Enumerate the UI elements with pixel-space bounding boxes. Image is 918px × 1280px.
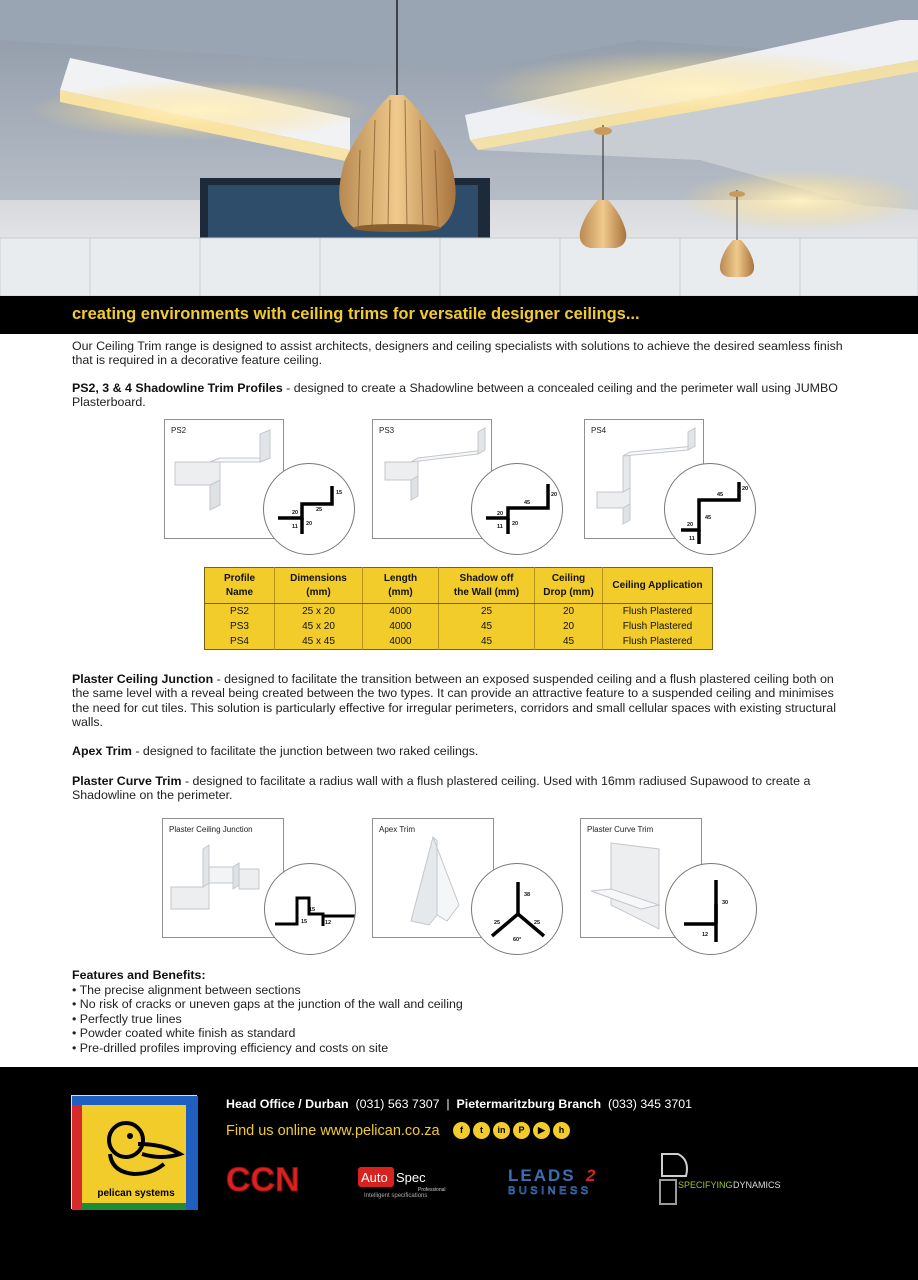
- profile-label: PS2: [171, 426, 187, 435]
- dynamics-text: DYNAMICS: [733, 1180, 781, 1190]
- logo-text: pelican systems: [97, 1188, 175, 1199]
- profile-label: PS3: [379, 426, 395, 435]
- autospec-auto: Auto: [361, 1170, 388, 1185]
- pelican-logo-icon: [72, 1096, 198, 1210]
- trim-label: Plaster Curve Trim: [587, 825, 654, 834]
- social-icons: [453, 1122, 570, 1139]
- pinterest-icon[interactable]: P: [513, 1122, 530, 1139]
- ps-profiles-title: PS2, 3 & 4 Shadowline Trim Profiles: [72, 381, 283, 395]
- profile-label: PS4: [591, 426, 607, 435]
- table-row: [205, 619, 713, 634]
- apex-text: - designed to facilitate the junction between two raked ceilings.: [131, 744, 479, 758]
- twitter-icon[interactable]: t: [473, 1122, 490, 1139]
- ps-profiles-text: - designed to create a Shadowline between a concealed ceiling and the perimeter wall using JUMBO Plasterboard.: [72, 381, 838, 410]
- dim-label: 20: [512, 521, 519, 527]
- separator: |: [446, 1097, 450, 1111]
- dim-label: 11: [689, 536, 695, 542]
- autospec-logo[interactable]: [358, 1167, 458, 1201]
- leads-text: LEADS: [508, 1166, 576, 1185]
- branch-label: Pietermaritzburg Branch: [456, 1097, 602, 1111]
- table-cell: 45 x 20: [275, 619, 363, 634]
- ceiling-lights-photo: [0, 0, 918, 296]
- curve-section-diagram: [665, 863, 757, 955]
- column-header: Length (mm): [363, 568, 439, 604]
- table-cell: 45: [439, 619, 535, 634]
- table-cell: 20: [535, 604, 603, 620]
- online-prefix: Find us online: [226, 1123, 317, 1139]
- column-header: Ceiling Drop (mm): [535, 568, 603, 604]
- dim-label: 25: [316, 507, 323, 513]
- list-item: • Pre-drilled profiles improving efficiency and costs on site: [72, 1041, 463, 1056]
- list-item: • Powder coated white finish as standard: [72, 1026, 463, 1041]
- apex-paragraph: [72, 744, 852, 758]
- features-section: [72, 968, 463, 1056]
- curve-title: Plaster Curve Trim: [72, 774, 182, 788]
- dim-label: 45: [524, 500, 531, 506]
- junction-paragraph: [72, 672, 852, 730]
- list-item: • No risk of cracks or uneven gaps at the junction of the wall and ceiling: [72, 997, 463, 1012]
- facebook-icon[interactable]: f: [453, 1122, 470, 1139]
- dim-label: 15: [309, 907, 316, 913]
- pelican-systems-logo[interactable]: [71, 1095, 197, 1209]
- ps4-section-diagram: [664, 463, 756, 555]
- dim-label: 20: [497, 511, 504, 517]
- business-text: BUSINESS: [508, 1185, 592, 1197]
- contact-line: [226, 1097, 692, 1111]
- table-row: [205, 604, 713, 620]
- dim-label: 45: [705, 515, 712, 521]
- ps2-section-diagram: [263, 463, 355, 555]
- junction-title: Plaster Ceiling Junction: [72, 672, 214, 686]
- trim-label: Plaster Ceiling Junction: [169, 825, 253, 834]
- table-cell: Flush Plastered: [622, 621, 693, 632]
- youtube-icon[interactable]: ▶: [533, 1122, 550, 1139]
- dim-label: 11: [292, 524, 298, 530]
- head-office-phone[interactable]: (031) 563 7307: [355, 1097, 440, 1111]
- dim-label: 20: [306, 521, 313, 527]
- table-cell: 45: [439, 634, 535, 650]
- table-cell: PS2: [205, 604, 275, 620]
- column-header: Profile Name: [205, 568, 275, 604]
- hero-photo: [0, 0, 918, 296]
- ccn-logo[interactable]: [226, 1161, 306, 1197]
- trim-label: Apex Trim: [379, 825, 416, 834]
- houzz-icon[interactable]: h: [553, 1122, 570, 1139]
- column-header: Dimensions (mm): [275, 568, 363, 604]
- intro-paragraph: Our Ceiling Trim range is designed to assist architects, designers and ceiling specialists with solutions to achieve the desired seamless finish that is required in a decorative feature ceiling.: [72, 339, 843, 368]
- specifying-dynamics-logo[interactable]: [656, 1150, 786, 1206]
- apex-title: Apex Trim: [72, 744, 132, 758]
- table-cell: Flush Plastered: [622, 636, 693, 647]
- dim-label: 25: [534, 920, 541, 926]
- table-cell: 45 x 45: [275, 634, 363, 650]
- dim-label: 12: [325, 920, 332, 926]
- column-header: Ceiling Application: [603, 568, 713, 604]
- table-cell: 4000: [363, 619, 439, 634]
- profile-spec-table: [204, 567, 713, 650]
- dim-label: 20: [551, 492, 558, 498]
- dim-label: 20: [292, 510, 299, 516]
- website-link[interactable]: www.pelican.co.za: [320, 1123, 440, 1139]
- table-cell: 25 x 20: [275, 604, 363, 620]
- online-line: [226, 1123, 440, 1139]
- ps3-section-diagram: [471, 463, 563, 555]
- dim-label: 12: [702, 932, 709, 938]
- dim-label: 38: [524, 892, 531, 898]
- table-header-row: [205, 568, 713, 604]
- dim-label: 30: [722, 900, 729, 906]
- dim-label: 11: [497, 524, 503, 530]
- dim-label: 20: [742, 486, 749, 492]
- features-title: Features and Benefits:: [72, 968, 206, 982]
- leads2business-logo[interactable]: [506, 1163, 606, 1199]
- linkedin-icon[interactable]: in: [493, 1122, 510, 1139]
- leads-two: 2: [586, 1166, 596, 1185]
- table-cell: 45: [535, 634, 603, 650]
- junction-text: - designed to facilitate the transition between an exposed suspended ceiling and a flush plastered ceiling both on the same level with a reveal being created between the two types. It can provide an attractive feature to a suspended ceiling and minimises the need for cut tiles. This solution is particularly effective for irregular perimeters, corridors and small cellular spaces with existing structural walls.: [72, 672, 836, 730]
- headline: creating environments with ceiling trims for versatile designer ceilings...: [72, 305, 640, 323]
- table-cell: Flush Plastered: [622, 606, 693, 617]
- footer: [0, 1067, 918, 1280]
- dim-label: 25: [494, 920, 501, 926]
- column-header: Shadow off the Wall (mm): [439, 568, 535, 604]
- autospec-spec: Spec: [396, 1170, 426, 1185]
- dim-label: 20: [687, 522, 694, 528]
- junction-section-diagram: [264, 863, 356, 955]
- list-item: • The precise alignment between sections: [72, 983, 463, 998]
- apex-section-diagram: [471, 863, 563, 955]
- autospec-tagline: Intelligent specifications: [364, 1193, 428, 1199]
- features-list: [72, 983, 463, 1056]
- table-cell: 20: [535, 619, 603, 634]
- headline-banner: [0, 296, 918, 334]
- table-row: [205, 634, 713, 650]
- ps-profiles-paragraph: [72, 381, 852, 410]
- table-cell: 4000: [363, 604, 439, 620]
- table-cell: 25: [439, 604, 535, 620]
- curve-paragraph: [72, 774, 852, 803]
- dim-label: 15: [336, 490, 343, 496]
- branch-phone[interactable]: (033) 345 3701: [608, 1097, 693, 1111]
- curve-text: - designed to facilitate a radius wall with a flush plastered ceiling. Used with 16mm radiused Supawood to create a Shadowline on the perimeter.: [72, 774, 811, 803]
- head-office-label: Head Office / Durban: [226, 1097, 349, 1111]
- dim-label: 15: [301, 919, 308, 925]
- list-item: • Perfectly true lines: [72, 1012, 463, 1027]
- table-cell: PS3: [205, 619, 275, 634]
- table-cell: PS4: [205, 634, 275, 650]
- dim-label: 45: [717, 492, 724, 498]
- autospec-sub: Professional: [418, 1187, 446, 1193]
- ccn-text: CCN: [226, 1161, 300, 1197]
- table-cell: 4000: [363, 634, 439, 650]
- specifying-text: SPECIFYING: [678, 1180, 733, 1190]
- dim-label: 60°: [513, 937, 522, 943]
